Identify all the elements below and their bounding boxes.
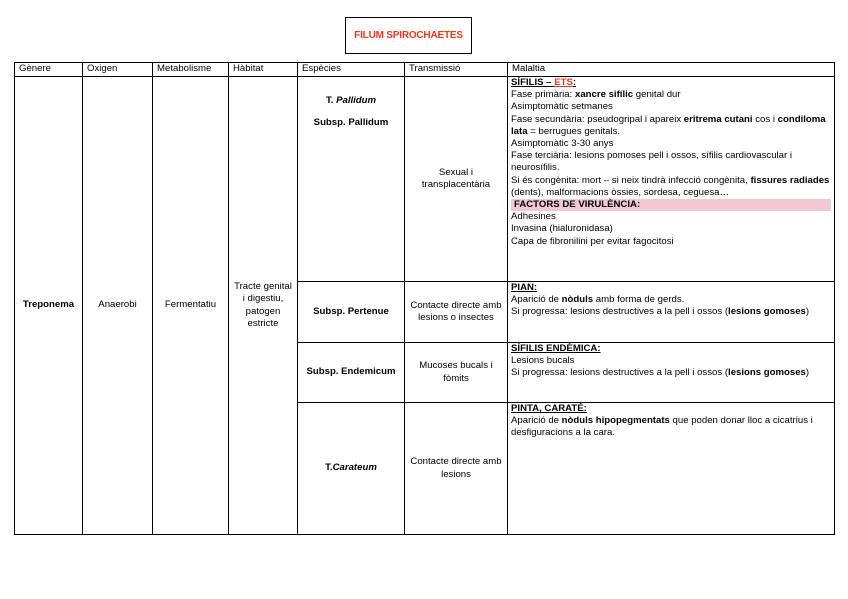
cell-genere: Treponema <box>15 77 83 535</box>
cell-habitat: Tracte genital i digestiu, patogen estricte <box>229 77 298 535</box>
cell-especie-pallidum <box>298 77 405 282</box>
header-row <box>15 63 835 77</box>
header-metabolisme: Metabolisme <box>153 63 229 77</box>
cell-transmissio-carateum: Contacte directe amb lesions <box>405 403 508 535</box>
line-pinta-1: Aparició de nòduls hipopegmentats que poden donar lloc a cicatrius i desfiguracions a la cara. <box>511 415 813 439</box>
heading-pinta: PINTA, CARATÉ: <box>511 403 587 414</box>
line-fase-terciaria: Fase terciària: lesions pomoses pell i ossos, sífilis cardiovascular i neurosífilis. <box>511 150 792 174</box>
title-box <box>345 17 472 54</box>
header-malaltia: Malaltia <box>508 63 835 77</box>
cell-metabolisme: Fermentatiu <box>153 77 229 535</box>
header-genere: Gènere <box>15 63 83 77</box>
line-asimptomatic-2: Asimptomàtic 3-30 anys <box>511 138 614 150</box>
line-pian-2: Si progressa: lesions destructives a la pell i ossos (lesions gomoses) <box>511 306 810 318</box>
cell-especie-carateum: T.Carateum <box>298 403 405 535</box>
row-pallidum <box>15 77 835 282</box>
cell-oxigen: Anaerobi <box>83 77 153 535</box>
especie-subsp-pallidum: Subsp. Pallidum <box>313 117 389 129</box>
line-asimptomatic-1: Asimptomàtic setmanes <box>511 101 613 113</box>
cell-malaltia-pertenue <box>508 282 835 343</box>
heading-sifilis: SÍFILIS – ETS: <box>511 77 577 88</box>
cell-transmissio-pallidum: Sexual i transplacentària <box>405 77 508 282</box>
factor-adhesines: Adhesines <box>511 211 556 223</box>
heading-sifilis-endemica: SÍFILIS ENDÈMICA: <box>511 343 601 354</box>
cell-malaltia-carateum <box>508 403 835 535</box>
header-transmissio: Transmissió <box>405 63 508 77</box>
header-habitat: Hàbitat <box>229 63 298 77</box>
cell-especie-pertenue: Subsp. Pertenue <box>298 282 405 343</box>
line-fase-primaria: Fase primària: xancre sifílic genital dur <box>511 89 681 101</box>
document-title: FILUM SPIROCHAETES <box>354 30 463 41</box>
header-especies: Espècies <box>298 63 405 77</box>
especie-t-pallidum: T. Pallidum <box>325 95 377 106</box>
factor-invasina: Invasina (hialuronidasa) <box>511 223 613 235</box>
line-congenita: Si és congènita: mort – si neix tindrà infecció congènita, fissures radiades (dents), malformacions òssies, sordesa, ceguesa… <box>511 174 830 198</box>
line-endemica-1: Lesions bucals <box>511 355 575 367</box>
spirochaetes-table <box>14 62 835 535</box>
cell-malaltia-endemicum <box>508 343 835 403</box>
line-pian-1: Aparició de nòduls amb forma de gerds. <box>511 294 685 306</box>
heading-pian: PIAN: <box>511 282 538 293</box>
header-oxigen: Oxigen <box>83 63 153 77</box>
line-endemica-2: Si progressa: lesions destructives a la pell i ossos (lesions gomoses) <box>511 367 810 379</box>
factors-virulencia-title: FACTORS DE VIRULÈNCIA: <box>511 199 831 211</box>
cell-transmissio-pertenue: Contacte directe amb lesions o insectes <box>405 282 508 343</box>
cell-malaltia-pallidum <box>508 77 835 282</box>
cell-especie-endemicum: Subsp. Endemicum <box>298 343 405 403</box>
cell-transmissio-endemicum: Mucoses bucals i fòmits <box>405 343 508 403</box>
factor-capa: Capa de fibronilini per evitar fagocitosi <box>511 235 674 247</box>
line-fase-secundaria: Fase secundària: pseudogripal i apareix eritrema cutani cos i condiloma lata = berrugues genitals. <box>511 113 826 137</box>
